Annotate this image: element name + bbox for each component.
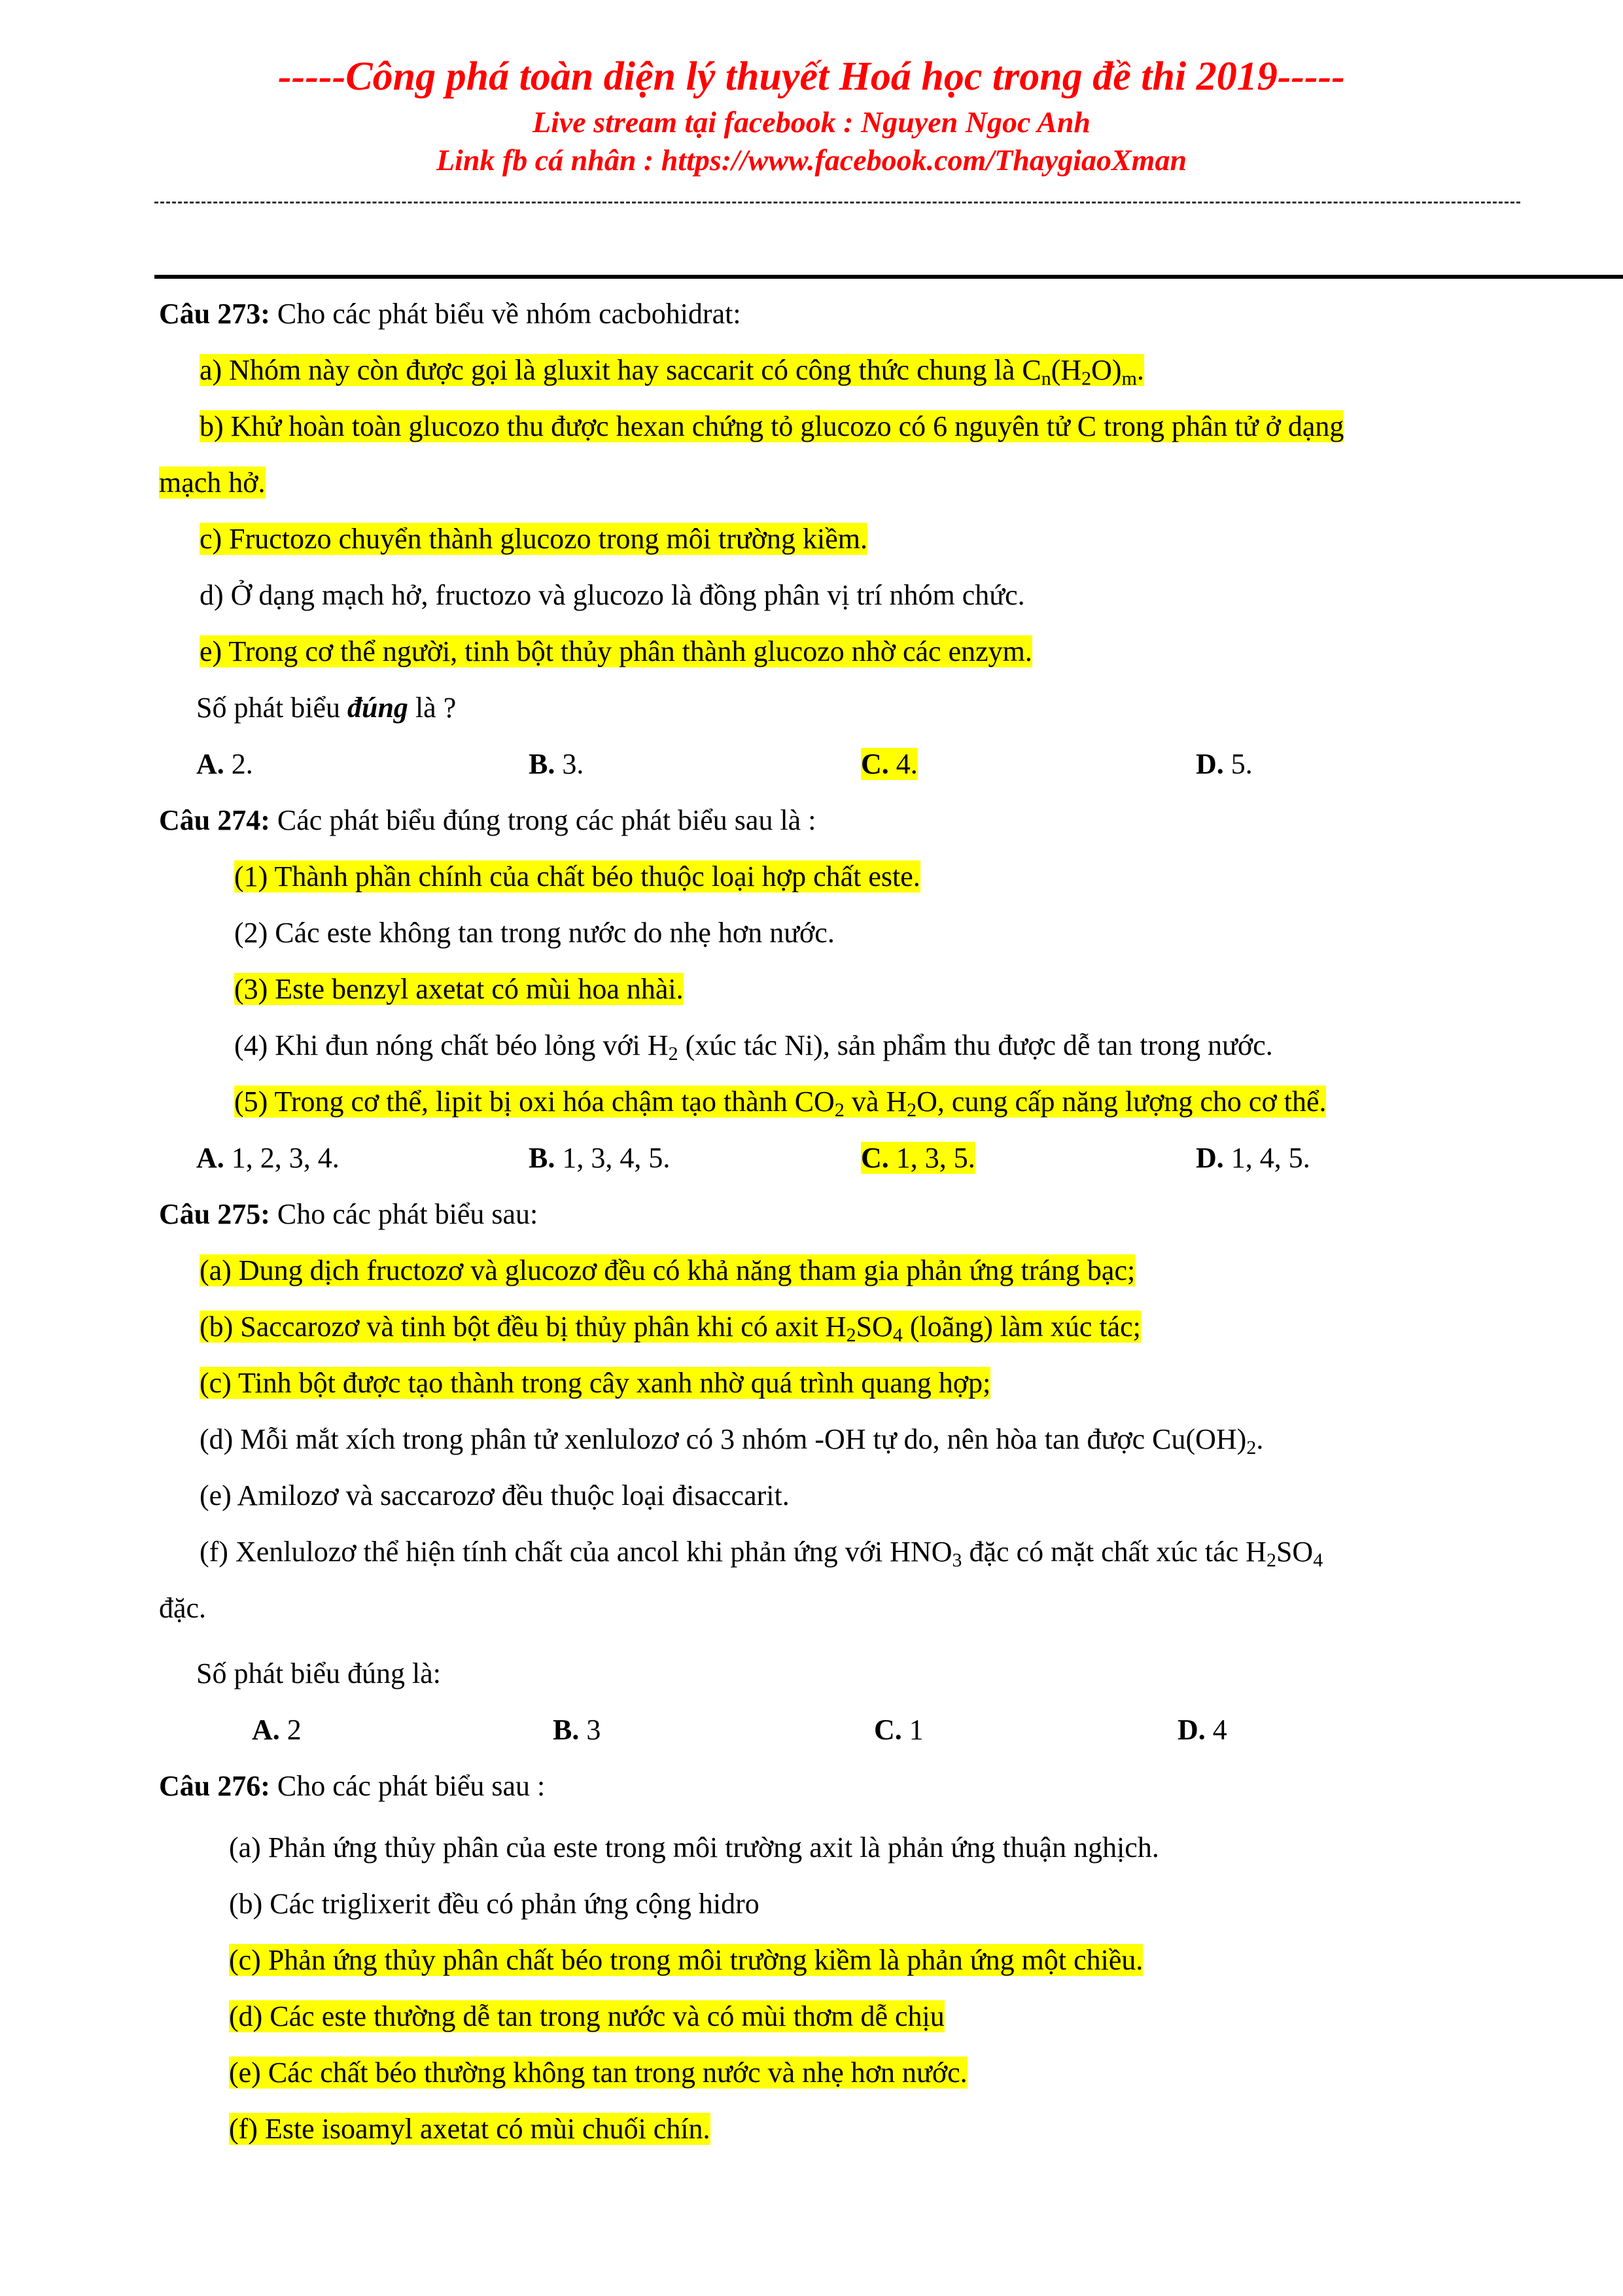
q273-ask: Số phát biểu đúng là ? bbox=[196, 692, 457, 724]
q275-option-a: A. 2 bbox=[252, 1714, 302, 1746]
q275-option-b: B. 3 bbox=[553, 1714, 601, 1746]
q276-statement-f: (f) Este isoamyl axetat có mùi chuối chín. bbox=[229, 2113, 710, 2145]
q274-option-d: D. 1, 4, 5. bbox=[1196, 1142, 1310, 1174]
question-275-label: Câu 275: bbox=[159, 1198, 270, 1230]
q276-statement-c: (c) Phản ứng thủy phân chất béo trong môi trường kiềm là phản ứng một chiều. bbox=[229, 1944, 1143, 1976]
q273-statement-d: d) Ở dạng mạch hở, fructozo và glucozo là đồng phân vị trí nhóm chức. bbox=[200, 579, 1025, 611]
q275-statement-d: (d) Mỗi mắt xích trong phân tử xenlulozơ có 3 nhóm -OH tự do, nên hòa tan được $Cu(OH)_2$. bbox=[200, 1423, 1264, 1458]
q274-statement-1: (1) Thành phần chính của chất béo thuộc loại hợp chất este. bbox=[234, 860, 920, 892]
q274-option-a: A. 1, 2, 3, 4. bbox=[196, 1142, 340, 1174]
q273-statement-e bbox=[200, 633, 1032, 670]
q276-statement-b: (b) Các triglixerit đều có phản ứng cộng hidro bbox=[229, 1888, 759, 1920]
q275-ask: Số phát biểu đúng là: bbox=[196, 1657, 441, 1689]
q274-option-c: C. 1, 3, 5. bbox=[861, 1142, 975, 1174]
q273-option-d: D. 5. bbox=[1196, 748, 1253, 780]
q273-option-a: A. 2. bbox=[196, 748, 253, 780]
dashed-divider bbox=[154, 202, 1520, 203]
facebook-link: Link fb cá nhân : https://www.facebook.com/ThaygiaoXman bbox=[436, 143, 1187, 177]
solid-divider bbox=[154, 275, 1623, 279]
q275-statement-b: (b) Saccarozơ và tinh bột đều bị thủy phân khi có axit $H_2SO_4$ (loãng) làm xúc tác; bbox=[200, 1311, 1141, 1346]
highlight: mạch hở. bbox=[159, 467, 266, 499]
q273-option-b: B. 3. bbox=[529, 748, 584, 780]
q274-statement-5: (5) Trong cơ thể, lipit bị oxi hóa chậm tạo thành $CO_2$ và $H_2O$, cung cấp năng lượng cho cơ thể. bbox=[234, 1086, 1327, 1121]
q275-statement-c: (c) Tinh bột được tạo thành trong cây xanh nhờ quá trình quang hợp; bbox=[200, 1367, 991, 1399]
q273-statement-a bbox=[200, 352, 1144, 389]
q273-option-c: C. 4. bbox=[861, 748, 918, 780]
highlight: b) Khử hoàn toàn glucozo thu được hexan chứng tỏ glucozo có 6 nguyên tử C trong phân tử ở dạng bbox=[200, 410, 1344, 442]
highlight: a) Nhóm này còn được gọi là gluxit hay saccarit có công thức chung là $C_n(H_2O)_m$. bbox=[200, 354, 1144, 389]
question-275-stem: Câu 275: Cho các phát biểu sau: bbox=[159, 1198, 538, 1230]
q276-statement-e: (e) Các chất béo thường không tan trong nước và nhẹ hơn nước. bbox=[229, 2057, 968, 2089]
q273-statement-b-line1 bbox=[200, 408, 1344, 445]
q275-option-d: D. 4 bbox=[1178, 1714, 1227, 1746]
question-276-stem: Câu 276: Cho các phát biểu sau : bbox=[159, 1770, 546, 1802]
q274-statement-3: (3) Este benzyl axetat có mùi hoa nhài. bbox=[234, 973, 684, 1005]
q273-statement-c bbox=[200, 521, 867, 557]
question-273-text: Cho các phát biểu về nhóm cacbohidrat: bbox=[270, 298, 741, 330]
question-274-label: Câu 274: bbox=[159, 804, 270, 836]
q275-statement-e: (e) Amilozơ và saccarozơ đều thuộc loại đisaccarit. bbox=[200, 1479, 790, 1511]
page-header-title: -----Công phá toàn diện lý thuyết Hoá học trong đề thi 2019----- bbox=[278, 54, 1345, 99]
q276-statement-a: (a) Phản ứng thủy phân của este trong môi trường axit là phản ứng thuận nghịch. bbox=[229, 1831, 1159, 1863]
highlight: c) Fructozo chuyển thành glucozo trong môi trường kiềm. bbox=[200, 523, 867, 555]
q274-statement-4: (4) Khi đun nóng chất béo lỏng với $H_2$ (xúc tác Ni), sản phẩm thu được dễ tan trong nước. bbox=[234, 1029, 1273, 1065]
q274-option-b: B. 1, 3, 4, 5. bbox=[529, 1142, 671, 1174]
question-273-stem bbox=[159, 296, 741, 332]
highlight: e) Trong cơ thể người, tinh bột thủy phân thành glucozo nhờ các enzym. bbox=[200, 635, 1032, 667]
q273-statement-b-line2 bbox=[159, 465, 266, 501]
question-274-stem: Câu 274: Các phát biểu đúng trong các phát biểu sau là : bbox=[159, 804, 816, 836]
q275-statement-a: (a) Dung dịch fructozơ và glucozơ đều có khả năng tham gia phản ứng tráng bạc; bbox=[200, 1254, 1136, 1286]
q275-option-c: C. 1 bbox=[874, 1714, 924, 1746]
question-273-label: Câu 273: bbox=[159, 298, 270, 330]
livestream-line: Live stream tại facebook : Nguyen Ngoc Anh bbox=[532, 105, 1091, 139]
question-276-label: Câu 276: bbox=[159, 1770, 270, 1802]
q275-statement-f-line2: đặc. bbox=[159, 1592, 207, 1624]
q274-statement-2: (2) Các este không tan trong nước do nhẹ hơn nước. bbox=[234, 917, 835, 949]
q276-statement-d: (d) Các este thường dễ tan trong nước và có mùi thơm dễ chịu bbox=[229, 2000, 945, 2032]
q275-statement-f-line1: (f) Xenlulozơ thể hiện tính chất của ancol khi phản ứng với $HNO_3$ đặc có mặt chất xúc tác $H_2SO_4$ bbox=[200, 1536, 1323, 1571]
